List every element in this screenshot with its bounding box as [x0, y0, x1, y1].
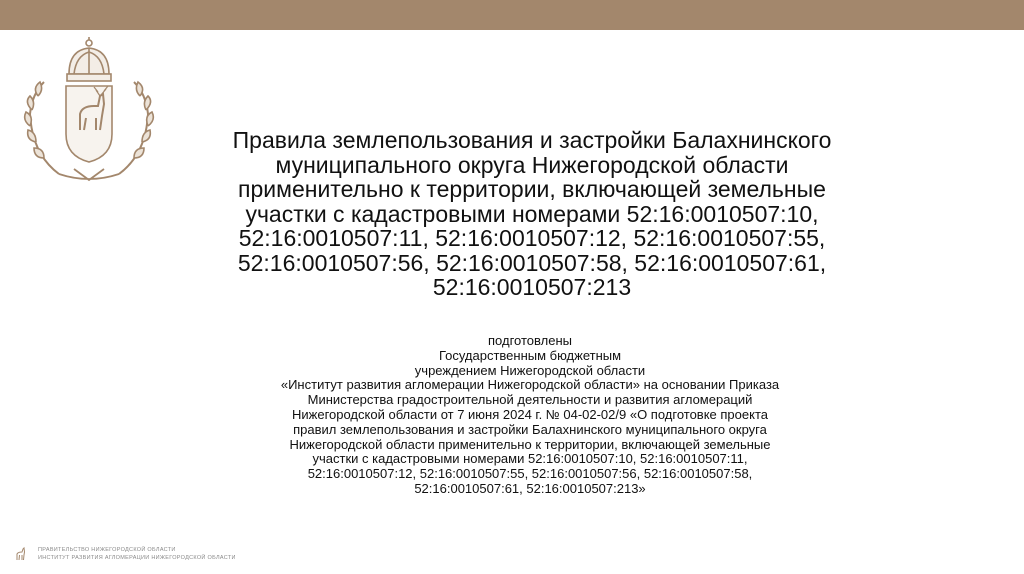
deer-logo-icon — [14, 546, 28, 562]
title-line: 52:16:0010507:213 — [432, 274, 632, 300]
body-line: 52:16:0010507:12, 52:16:0010507:55, 52:16:0010507:56, 52:16:0010507:58, — [307, 466, 753, 482]
preparation-note — [210, 334, 850, 497]
body-line: правил землепользования и застройки Балахнинского муниципального округа — [293, 421, 767, 437]
footer-organization — [38, 546, 236, 562]
body-line: участки с кадастровыми номерами 52:16:0010507:10, 52:16:0010507:11, — [312, 451, 748, 467]
footer-line: ПРАВИТЕЛЬСТВО НИЖЕГОРОДСКОЙ ОБЛАСТИ — [38, 547, 176, 553]
body-line: Государственным бюджетным — [438, 347, 622, 363]
body-line: учреждением Нижегородской области — [414, 362, 646, 378]
body-line: Министерства градостроительной деятельности и развития агломераций — [307, 392, 753, 408]
title-line: Правила землепользования и застройки Балахнинского — [232, 127, 832, 153]
body-line: подготовлены — [488, 333, 572, 348]
title-line: участки с кадастровыми номерами 52:16:0010507:10, — [245, 200, 819, 227]
document-title — [180, 128, 884, 300]
title-line: 52:16:0010507:56, 52:16:0010507:58, 52:16:0010507:61, — [237, 249, 827, 276]
body-line: Нижегородской области применительно к территории, включающей земельные — [289, 436, 771, 452]
title-line: муниципального округа Нижегородской области — [275, 151, 789, 178]
top-band — [0, 0, 1024, 30]
body-line: Нижегородской области от 7 июня 2024 г. № 04-02-02/9 «О подготовке проекта — [292, 406, 768, 422]
body-line: «Институт развития агломерации Нижегородской области» на основании Приказа — [280, 377, 780, 393]
footer-line: ИНСТИТУТ РАЗВИТИЯ АГЛОМЕРАЦИИ НИЖЕГОРОДСКОЙ ОБЛАСТИ — [38, 555, 236, 561]
title-line: применительно к территории, включающей земельные — [238, 176, 826, 202]
coat-of-arms-icon — [14, 34, 164, 184]
body-line: 52:16:0010507:61, 52:16:0010507:213» — [414, 480, 646, 496]
title-line: 52:16:0010507:11, 52:16:0010507:12, 52:16:0010507:55, — [238, 225, 826, 251]
